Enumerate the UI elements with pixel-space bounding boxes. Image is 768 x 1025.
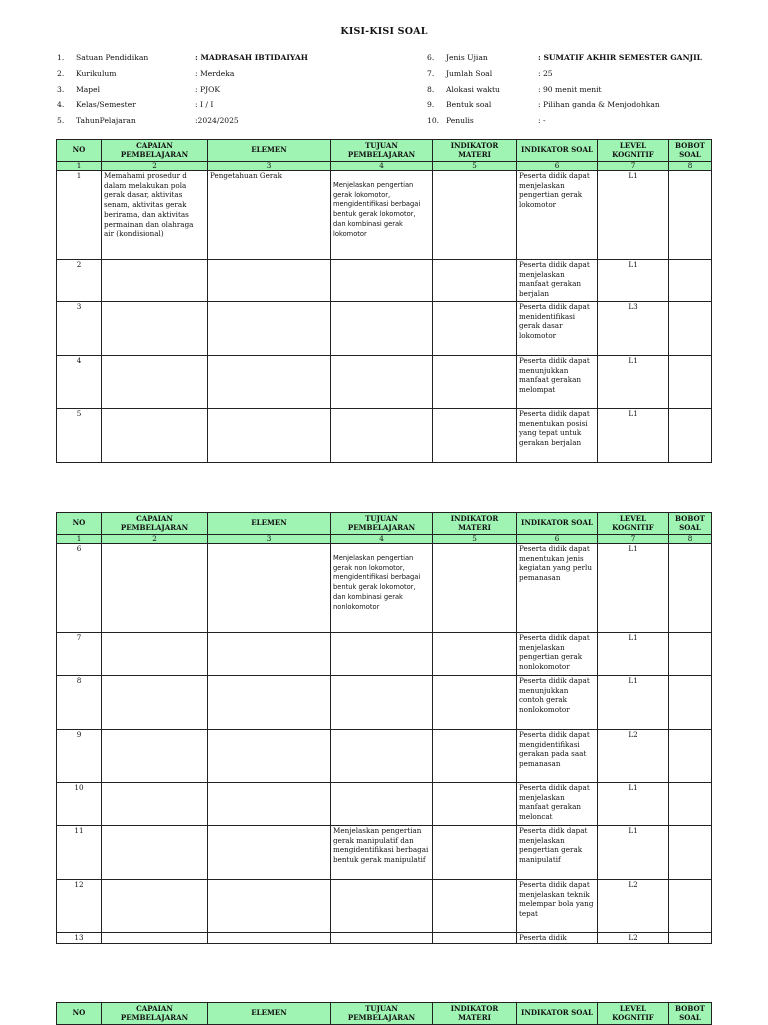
meta-row: 4. Kelas/Semester : I / I [57, 100, 214, 110]
meta-row: 2. Kurikulum : Merdeka [57, 68, 235, 78]
header-indikator-materi: INDIKATOR MATERI [433, 140, 517, 162]
header-no: NO [57, 513, 102, 535]
header-indikator-materi: INDIKATOR MATERI [433, 513, 517, 535]
indikator-soal-cell: Peserta didik dapat menunjukkan manfaat gerakan melompat [517, 356, 598, 409]
table-row: 13 Peserta didik L2 [57, 933, 712, 944]
meta-row: 6. Jenis Ujian : SUMATIF AKHIR SEMESTER GANJIL [427, 50, 702, 66]
header-tujuan: TUJUAN PEMBELAJARAN [331, 140, 433, 162]
meta-row: 8. Alokasi waktu : 90 menit menit [427, 84, 602, 94]
table-row: 7 Peserta didik dapat menjelaskan pengertian gerak nonlokomotor L1 [57, 633, 712, 676]
meta-row: 5. TahunPelajaran :2024/2025 [57, 116, 239, 126]
indikator-soal-cell: Peserta didik dapat menunjukkan contoh gerak nonlokomotor [517, 676, 598, 730]
table-row: 6 Menjelaskan pengertian gerak non lokomotor, mengidentifikasi berbagai bentuk gerak lokomotor, dan kombinasi gerak nonlokomotor Peserta didik dapat menentukan jenis kegiatan yang perlu pemanasan L1 [57, 544, 712, 633]
indikator-soal-cell: Peserta didik dapat menjelaskan pengertian gerak nonlokomotor [517, 633, 598, 676]
header-tujuan: TUJUAN PEMBELAJARAN [331, 1003, 433, 1025]
meta-row: 10. Penulis : - [427, 116, 546, 126]
table-header-row [57, 140, 712, 162]
kisi-table-1 [56, 139, 712, 463]
document-title: KISI-KISI SOAL [340, 26, 428, 37]
indikator-soal-cell: Peserta didik dapat menentukan jenis kegiatan yang perlu pemanasan [517, 544, 598, 633]
table-row: 1 Memahami prosedur d dalam melakukan pola gerak dasar, aktivitas senam, aktivitas gerak berirama, dan aktivitas permainan dan olahraga air (kondisional) Pengetahuan Gerak Menjelaskan pengertian gerak lokomotor, mengidentifikasi berbagai bentuk gerak lokomotor, dan kombinasi gerak lokomotor Peserta didik dapat menjelaskan pengertian gerak lokomotor L1 [57, 171, 712, 260]
kisi-table-3 [56, 1002, 712, 1025]
kisi-table-2 [56, 512, 712, 944]
header-bobot: BOBOT SOAL [669, 140, 712, 162]
header-no: NO [57, 140, 102, 162]
column-number-row: 1 2 3 4 5 6 7 8 [57, 162, 712, 171]
header-indikator-soal: INDIKATOR SOAL [517, 140, 598, 162]
table-row: 11 Menjelaskan pengertian gerak manipulatif dan mengidentifikasi berbagai bentuk gerak manipulatif Peserta didk dapat menjelaskan pengertian gerak manipulatif L1 [57, 826, 712, 880]
table-row: 2 Peserta didik dapat menjelaskan manfaat gerakan berjalan L1 [57, 260, 712, 302]
header-level: LEVEL KOGNITIF [598, 1003, 669, 1025]
indikator-soal-cell: Peserta didik dapat menjelaskan pengertian gerak lokomotor [517, 171, 598, 260]
table-header-row [57, 1003, 712, 1025]
header-elemen: ELEMEN [208, 513, 331, 535]
header-capaian: CAPAIAN PEMBELAJARAN [102, 140, 208, 162]
header-level: LEVEL KOGNITIF [598, 513, 669, 535]
meta-row: 3. Mapel : PJOK [57, 84, 221, 94]
table-row: 8 Peserta didik dapat menunjukkan contoh gerak nonlokomotor L1 [57, 676, 712, 730]
indikator-soal-cell: Peserta didik dapat menjelaskan manfaat gerakan berjalan [517, 260, 598, 302]
header-capaian: CAPAIAN PEMBELAJARAN [102, 1003, 208, 1025]
meta-row: 9. Bentuk soal : Pilihan ganda & Menjodohkan [427, 100, 660, 110]
indikator-soal-cell: Peserta didik dapat menentukan posisi yang tepat untuk gerakan berjalan [517, 409, 598, 463]
header-indikator-soal: INDIKATOR SOAL [517, 513, 598, 535]
table-row: 5 Peserta didik dapat menentukan posisi yang tepat untuk gerakan berjalan L1 [57, 409, 712, 463]
meta-left [57, 50, 308, 129]
header-tujuan: TUJUAN PEMBELAJARAN [331, 513, 433, 535]
table-header-row [57, 513, 712, 535]
indikator-soal-cell: Peserta didik dapat menjelaskan manfaat gerakan meloncat [517, 783, 598, 826]
indikator-soal-cell: Peserta didik dapat mengidentifikasi gerakan pada saat pemanasan [517, 730, 598, 783]
table-row: 12 Peserta didik dapat menjelaskan teknik melempar bola yang tepat L2 [57, 880, 712, 933]
header-bobot: BOBOT SOAL [669, 513, 712, 535]
indikator-soal-cell: Peserta didik dapat menidentifikasi gerak dasar lokomotor [517, 302, 598, 356]
header-elemen: ELEMEN [208, 1003, 331, 1025]
header-indikator-soal: INDIKATOR SOAL [517, 1003, 598, 1025]
table-row: 10 Peserta didik dapat menjelaskan manfaat gerakan meloncat L1 [57, 783, 712, 826]
table-row: 4 Peserta didik dapat menunjukkan manfaat gerakan melompat L1 [57, 356, 712, 409]
indikator-soal-cell: Peserta didik dapat menjelaskan teknik melempar bola yang tepat [517, 880, 598, 933]
header-level: LEVEL KOGNITIF [598, 140, 669, 162]
meta-row: 7. Jumlah Soal : 25 [427, 68, 553, 78]
header-no: NO [57, 1003, 102, 1025]
table-row: 9 Peserta didik dapat mengidentifikasi gerakan pada saat pemanasan L2 [57, 730, 712, 783]
header-elemen: ELEMEN [208, 140, 331, 162]
header-capaian: CAPAIAN PEMBELAJARAN [102, 513, 208, 535]
header-indikator-materi: INDIKATOR MATERI [433, 1003, 517, 1025]
meta-right [427, 50, 702, 129]
tujuan-cell: Menjelaskan pengertian gerak manipulatif dan mengidentifikasi berbagai bentuk gerak manipulatif [331, 826, 433, 880]
indikator-soal-cell: Peserta didk dapat menjelaskan pengertian gerak manipulatif [517, 826, 598, 880]
table-row: 3 Peserta didik dapat menidentifikasi gerak dasar lokomotor L3 [57, 302, 712, 356]
elemen-cell: Pengetahuan Gerak [208, 171, 331, 260]
meta-value-satuan: : MADRASAH IBTIDAIYAH [195, 53, 308, 62]
capaian-cell: Memahami prosedur d dalam melakukan pola gerak dasar, aktivitas senam, aktivitas gerak berirama, dan aktivitas permainan dan olahraga air (kondisional) [102, 171, 208, 260]
meta-value-jenis-ujian: : SUMATIF AKHIR SEMESTER GANJIL [538, 53, 702, 62]
indikator-soal-cell: Peserta didik [517, 933, 598, 944]
meta-row: 1. Satuan Pendidikan : MADRASAH IBTIDAIYAH [57, 50, 308, 66]
column-number-row: 1 2 3 4 5 6 7 8 [57, 535, 712, 544]
header-bobot: BOBOT SOAL [669, 1003, 712, 1025]
tujuan-cell: Menjelaskan pengertian gerak non lokomotor, mengidentifikasi berbagai bentuk gerak lokomotor, dan kombinasi gerak nonlokomotor [331, 544, 433, 633]
tujuan-cell: Menjelaskan pengertian gerak lokomotor, mengidentifikasi berbagai bentuk gerak lokomotor, dan kombinasi gerak lokomotor [331, 171, 433, 260]
